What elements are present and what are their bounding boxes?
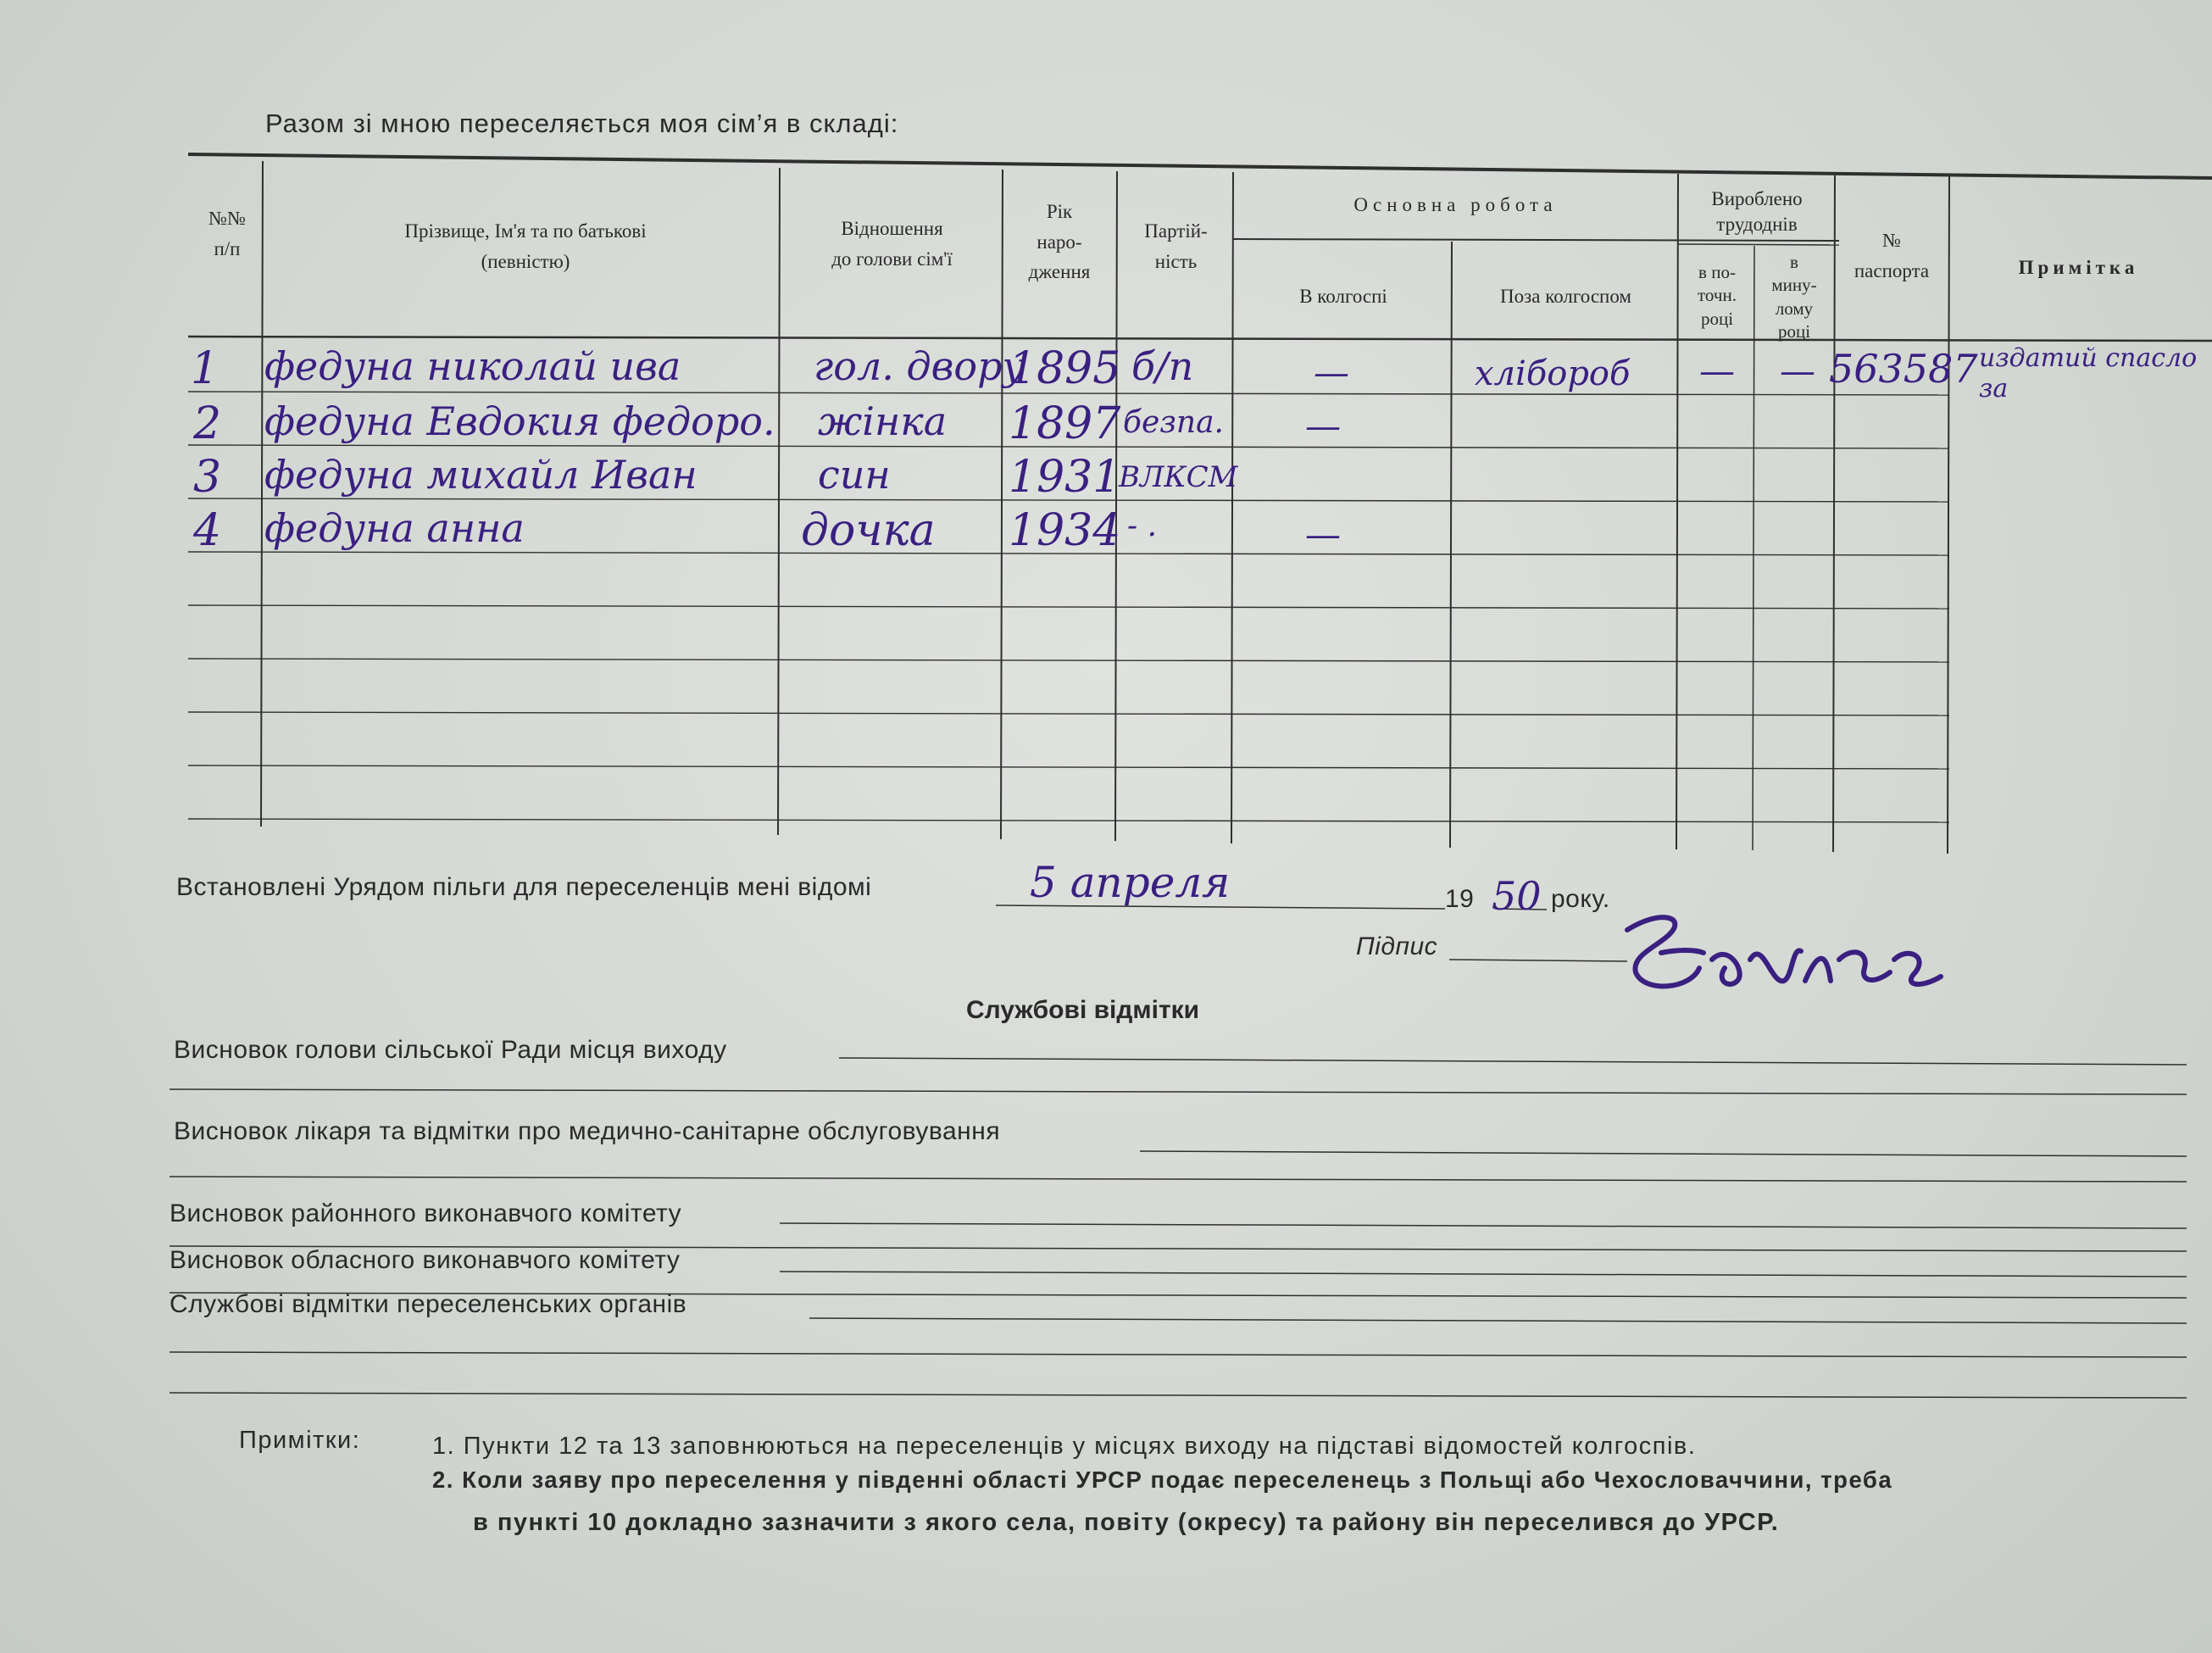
row-birth-year: 1931 [1009, 452, 1121, 503]
row-num: 3 [193, 452, 222, 503]
intro-text: Разом зі мною переселяється моя сім’я в складі: [265, 109, 899, 138]
benefits-date: 5 апреля [1030, 858, 1231, 907]
row-name: федуна михайл Иван [264, 452, 698, 498]
header-passport: № паспорта [1854, 230, 1930, 281]
benefits-text: Встановлені Урядом пільги для переселенців мені відомі [176, 873, 872, 901]
row-party: безпа. [1123, 405, 1225, 440]
benefits-year-suffix: 50 [1492, 873, 1542, 919]
row-party: ВЛКСМ [1119, 460, 1238, 494]
official-line-doctor: Висновок лікаря та відмітки про медично-санітарне обслуговування [174, 1117, 1001, 1145]
row-name: федуна николай ива [264, 343, 681, 389]
row-num: 4 [193, 505, 222, 556]
header-workdays: Вироблено трудоднів [1711, 188, 1803, 235]
row-workdays-last: — [1780, 350, 1815, 392]
header-in-kolkhoz: В колгоспі [1299, 286, 1387, 307]
header-main-work: Основна робота [1353, 194, 1558, 215]
row-birth-year: 1934 [1009, 505, 1121, 556]
header-birth-year: Рік наро- дження [1028, 201, 1091, 283]
row-relation: син [818, 452, 891, 498]
benefits-year-prefix: 19 [1445, 885, 1475, 913]
row-relation: гол. двору [814, 343, 1025, 389]
row-note: издатий спасло за [1979, 343, 2198, 404]
row-num: 1 [191, 343, 220, 394]
row-birth-year: 1895 [1009, 343, 1121, 394]
row-workdays-current: — [1699, 350, 1735, 392]
official-title: Службові відмітки [966, 996, 1200, 1024]
header-workdays-last: в мину- лому році [1771, 252, 1817, 342]
row-name: федуна анна [264, 505, 525, 551]
notes-item-2: 2. Коли заяву про переселення у південні області УРСР подає переселенець з Польщі або Чехословаччини, треба [432, 1467, 1893, 1493]
row-in-kolkhoz: — [1305, 405, 1341, 447]
header-party: Партій- ність [1144, 220, 1208, 272]
official-line-district-committee: Висновок районного виконавчого комітету [170, 1199, 682, 1227]
signature-label: Підпис [1356, 932, 1438, 960]
official-line-village-council: Висновок голови сільської Ради місця виходу [174, 1036, 727, 1064]
row-num: 2 [193, 398, 222, 449]
header-relation: Відношення до голови сім'ї [831, 218, 953, 270]
row-party: - . [1127, 509, 1158, 543]
row-in-kolkhoz: — [1305, 514, 1341, 555]
header-outside-kolkhoz: Поза колгоспом [1500, 286, 1631, 307]
header-num: №№ п/п [208, 208, 246, 259]
notes-item-1: 1. Пункти 12 та 13 заповнюються на переселенців у місцях виходу на підставі відомостей колгоспів. [432, 1433, 1697, 1460]
official-line-regional-committee: Висновок обласного виконавчого комітету [170, 1246, 681, 1274]
row-outside-kolkhoz: хлібороб [1475, 354, 1631, 393]
row-relation: жінка [818, 398, 948, 444]
header-note: Примітка [2018, 257, 2139, 278]
official-line-resettlement-organs: Службові відмітки переселенських органів [170, 1290, 687, 1318]
row-in-kolkhoz: — [1314, 352, 1349, 393]
notes-item-3: в пункті 10 докладно зазначити з якого села, повіту (окресу) та району він переселився до УРСР. [473, 1509, 1780, 1536]
handwritten-signature [1610, 900, 1949, 1010]
row-birth-year: 1897 [1009, 398, 1121, 449]
row-passport: 563587 [1829, 346, 1978, 392]
header-name: Прізвище, Ім'я та по батькові (певністю) [404, 220, 647, 272]
row-party: б/п [1131, 343, 1194, 389]
row-relation: дочка [801, 505, 936, 556]
row-name: федуна Евдокия федоро. [264, 398, 775, 444]
benefits-year-word: року. [1551, 885, 1610, 913]
header-workdays-current: в по- точн. році [1698, 262, 1737, 329]
notes-label: Примітки: [239, 1427, 361, 1454]
